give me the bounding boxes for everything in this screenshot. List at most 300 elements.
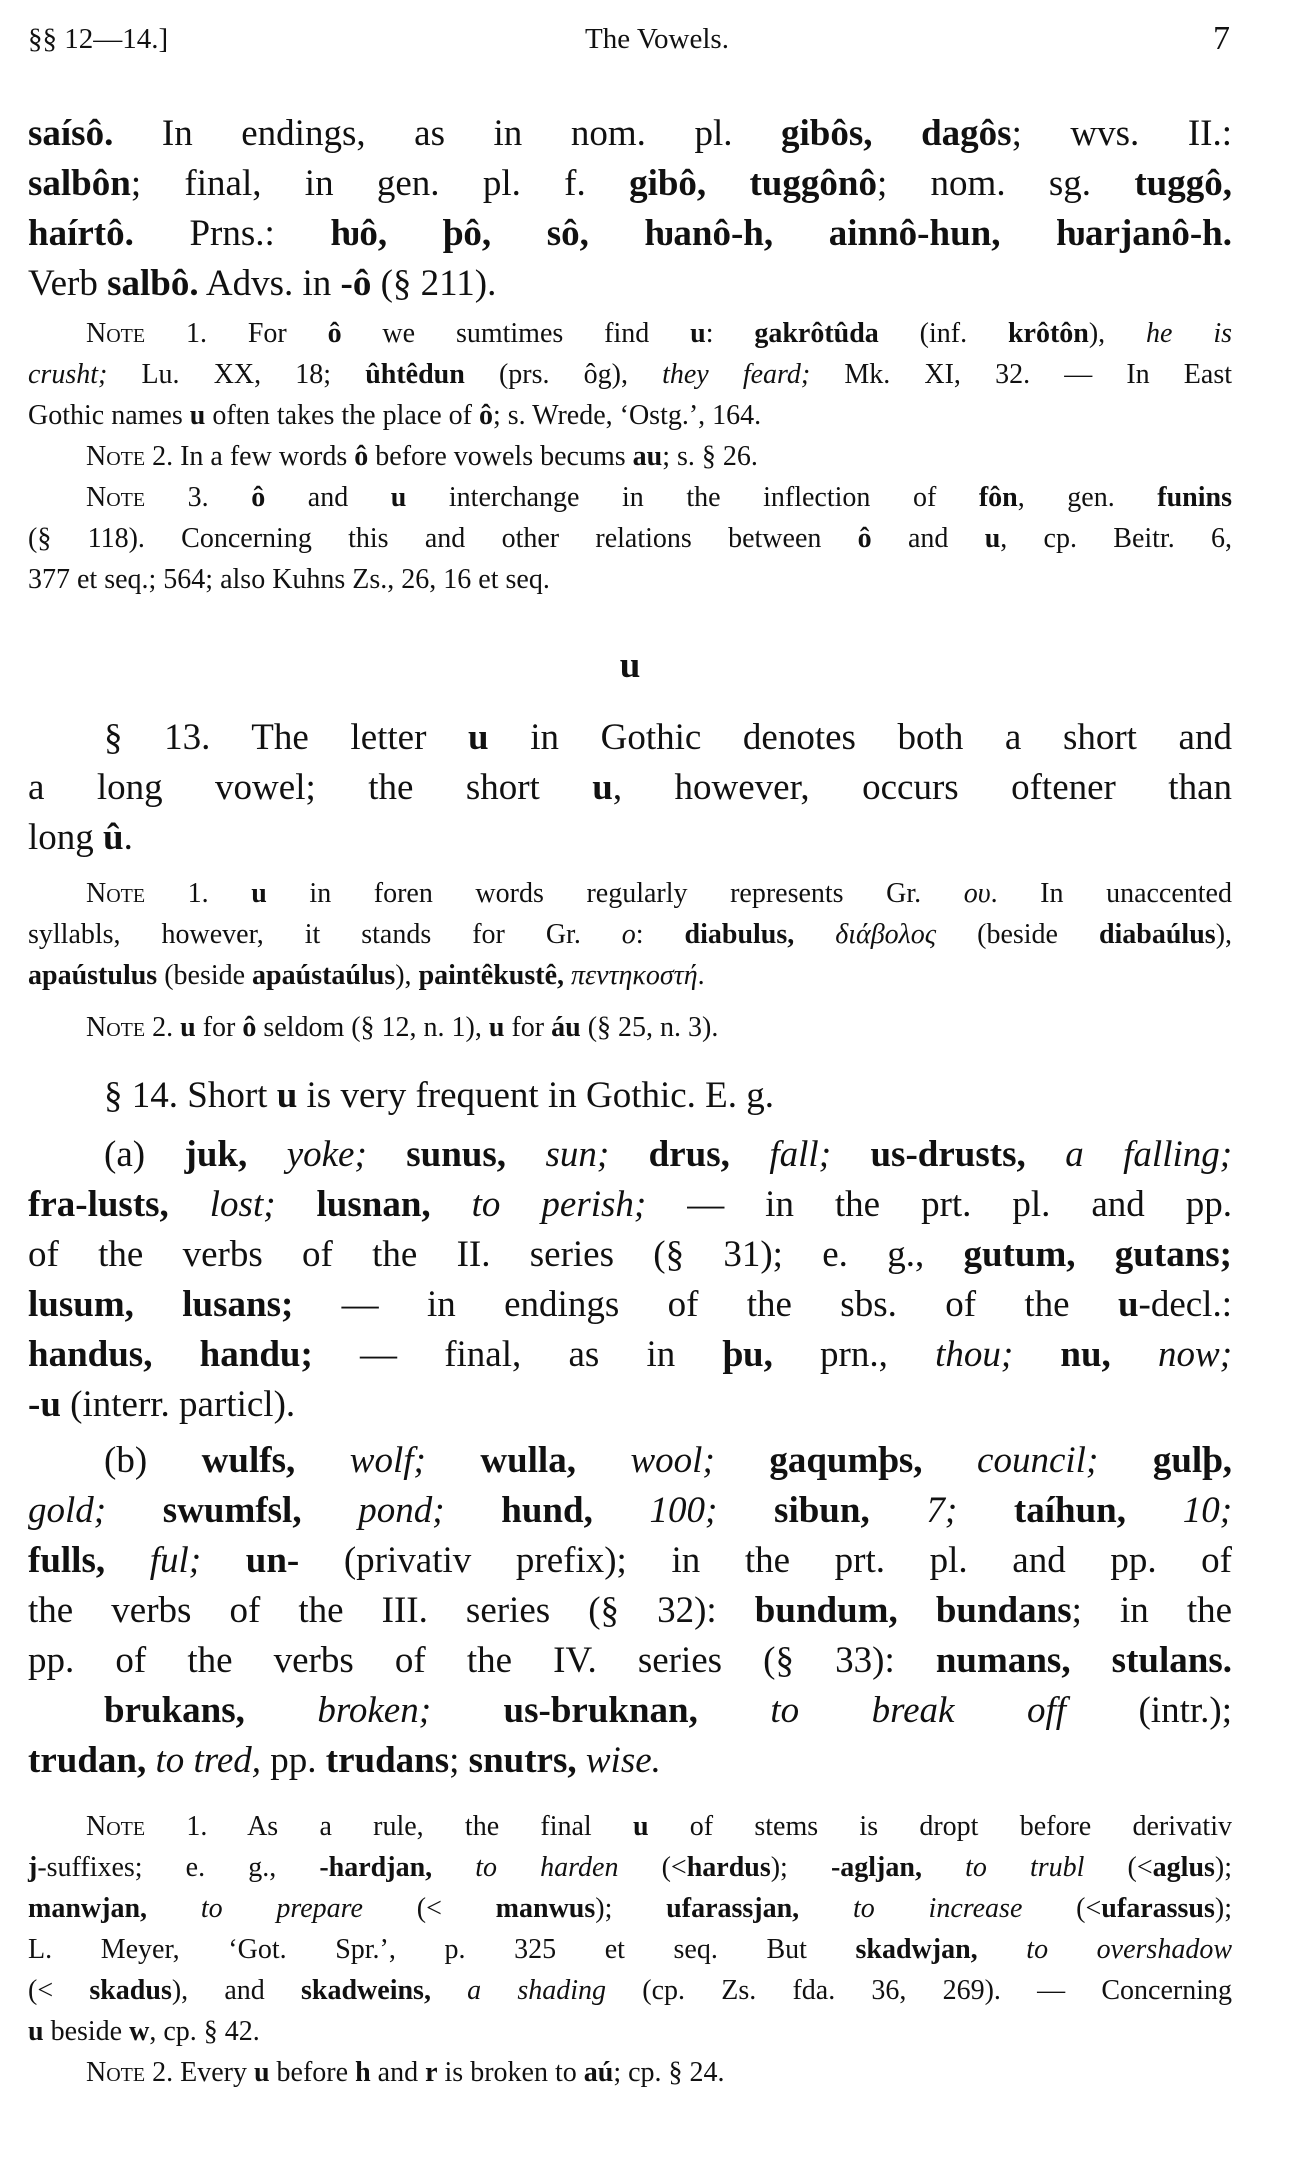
italic-gloss: to tred,	[155, 1740, 261, 1781]
text-run: we sumtimes find	[341, 318, 691, 349]
bold-term: tuggô,	[1134, 163, 1232, 204]
note-label: Note	[86, 2057, 146, 2088]
note-label: Note	[86, 1012, 146, 1043]
text-line	[28, 1380, 1232, 1430]
text-run	[302, 1490, 359, 1531]
bold-term: u	[251, 878, 267, 909]
italic-gloss: wool;	[630, 1440, 715, 1481]
text-run: of stems is dropt before derivativ	[648, 1811, 1232, 1842]
text-run: (<	[28, 1975, 90, 2006]
text-run: (interr. particl).	[60, 1384, 296, 1425]
running-head-section-range: §§ 12—14.]	[28, 23, 169, 55]
bold-term: lusum, lusans;	[28, 1284, 294, 1325]
text-run: ),	[1215, 919, 1233, 950]
text-run: Prns.:	[133, 213, 331, 254]
italic-gloss: wise.	[585, 1740, 661, 1781]
bold-term: gibôs, dagôs	[781, 113, 1012, 154]
text-line	[28, 354, 1232, 395]
text-run: In endings, as in nom. pl.	[113, 113, 782, 154]
bold-term: u	[1117, 1284, 1139, 1325]
bold-term: paintêkustê,	[418, 960, 565, 991]
bold-term: wulfs,	[201, 1440, 296, 1481]
italic-gloss: ful;	[149, 1540, 202, 1581]
italic-gloss: to overshadow	[1026, 1934, 1233, 1965]
bold-term: us-bruknan,	[503, 1690, 698, 1731]
bold-term: u	[632, 1811, 649, 1842]
text-run	[715, 1440, 770, 1481]
bold-term: sibun,	[774, 1490, 870, 1531]
paragraph-12-notes	[28, 313, 1232, 600]
text-run: § 13. The letter	[104, 717, 469, 758]
text-run: — final, as in	[312, 1334, 723, 1375]
bold-term: gulþ,	[1152, 1440, 1232, 1481]
italic-gloss: διάβολος	[835, 919, 937, 950]
bold-term: fra-lusts,	[28, 1184, 169, 1225]
text-run	[717, 1490, 774, 1531]
text-run: ), and	[171, 1975, 302, 2006]
text-line	[28, 1586, 1232, 1636]
bold-term: funins	[1157, 482, 1232, 513]
note-label: Note	[86, 878, 146, 909]
text-run: L. Meyer, ‘Got. Spr.’, p. 325 et seq. But	[28, 1934, 856, 1965]
text-line	[28, 1486, 1232, 1536]
text-run: ; in the	[1071, 1590, 1233, 1631]
page-number: 7	[1213, 20, 1230, 57]
bold-term: gutum, gutans;	[963, 1234, 1233, 1275]
italic-gloss: gold;	[28, 1490, 107, 1531]
bold-term: gaqumþs,	[769, 1440, 923, 1481]
italic-gloss: pond;	[358, 1490, 445, 1531]
text-line	[28, 1970, 1232, 2011]
bold-term: ƕô, þô, sô, ƕanô-h, ainnô-hun, ƕarjanô-h.	[330, 213, 1232, 254]
bold-term: ufarassus	[1101, 1893, 1215, 1924]
bold-term: áu	[551, 1012, 581, 1043]
text-run	[593, 1490, 650, 1531]
text-line	[28, 1071, 1232, 1121]
bold-term: w	[129, 2016, 150, 2047]
text-run: , gen.	[1017, 482, 1158, 513]
text-line	[28, 313, 1232, 354]
text-line	[28, 763, 1232, 813]
text-run: prn.,	[772, 1334, 936, 1375]
text-run: ;	[449, 1740, 469, 1781]
bold-term: trudan,	[28, 1740, 147, 1781]
text-run: ),	[1088, 318, 1147, 349]
text-run: 377 et seq.; 564; also Kuhns Zs., 26, 16 et seq.	[28, 564, 550, 595]
bold-term: apaústaúlus	[252, 960, 396, 991]
bold-term: lusnan,	[316, 1184, 431, 1225]
text-run	[445, 1490, 502, 1531]
bold-term: manwus	[495, 1893, 596, 1924]
italic-gloss: ο	[621, 919, 636, 950]
paragraph-14-b	[28, 1436, 1232, 1786]
bold-term: u	[592, 767, 613, 808]
bold-term: skadwjan,	[855, 1934, 978, 1965]
bold-term: ô	[478, 400, 493, 431]
text-run: (<	[1084, 1852, 1153, 1883]
text-run: in foren words regularly represents Gr.	[266, 878, 964, 909]
text-run: interchange in the inflection of	[406, 482, 979, 513]
text-run: Mk. XI, 32. — In East	[810, 359, 1232, 390]
text-run: beside	[43, 2016, 130, 2047]
italic-gloss: to perish;	[471, 1184, 647, 1225]
text-run: );	[770, 1852, 831, 1883]
text-run	[201, 1540, 246, 1581]
text-line	[28, 518, 1232, 559]
text-run: the verbs of the III. series (§ 32):	[28, 1590, 755, 1631]
text-run	[169, 1184, 210, 1225]
text-line	[28, 259, 1232, 309]
text-run: ),	[395, 960, 419, 991]
italic-gloss: 10;	[1182, 1490, 1233, 1531]
italic-gloss: he is	[1146, 318, 1233, 349]
bold-term: taíhun,	[1013, 1490, 1127, 1531]
italic-gloss: now;	[1158, 1334, 1233, 1375]
italic-gloss: thou;	[935, 1334, 1014, 1375]
text-line	[28, 1736, 1232, 1786]
text-line	[28, 955, 1232, 996]
italic-gloss: they feard;	[662, 359, 811, 390]
text-run	[106, 1490, 163, 1531]
text-run: long	[28, 817, 104, 858]
text-run	[923, 1440, 978, 1481]
italic-gloss: ου	[963, 878, 991, 909]
text-line	[28, 1230, 1232, 1280]
bold-term: salbôn	[28, 163, 131, 204]
bold-term: -u	[28, 1384, 61, 1425]
text-run: — in the prt. pl. and pp.	[646, 1184, 1233, 1225]
text-run: in Gothic denotes both a short and	[488, 717, 1232, 758]
text-run: ; wvs. II.:	[1011, 113, 1233, 154]
bold-term: u	[189, 400, 206, 431]
text-line	[28, 109, 1232, 159]
italic-gloss: crusht;	[28, 359, 108, 390]
bold-term: u	[28, 2016, 44, 2047]
note-label: Note	[86, 318, 146, 349]
text-run: 2.	[145, 1012, 181, 1043]
bold-term: swumfsl,	[162, 1490, 302, 1531]
bold-term: trudans	[325, 1740, 450, 1781]
paragraph-14	[28, 1071, 1232, 1121]
bold-term: diabaúlus	[1098, 919, 1216, 950]
text-run	[922, 1852, 965, 1883]
text-run: and	[370, 2057, 426, 2088]
text-run: );	[1214, 1893, 1232, 1924]
text-run: often takes the place of	[205, 400, 479, 431]
text-line	[28, 2052, 1232, 2093]
text-run: (<	[362, 1893, 496, 1924]
text-run	[831, 1134, 870, 1175]
italic-gloss: to break off	[770, 1690, 1067, 1731]
paragraph-13-note-2	[28, 1007, 1232, 1048]
bold-term: hardus	[686, 1852, 771, 1883]
note-label: Note	[86, 1811, 146, 1842]
bold-term: haírtô.	[28, 213, 134, 254]
text-run: (<	[1022, 1893, 1102, 1924]
text-line	[28, 1280, 1232, 1330]
text-run: Gothic names	[28, 400, 190, 431]
text-run	[245, 1690, 317, 1731]
bold-term: juk,	[184, 1134, 248, 1175]
bold-term: r	[425, 2057, 438, 2088]
text-run	[367, 1134, 406, 1175]
text-run: for	[195, 1012, 243, 1043]
italic-gloss: fall;	[769, 1134, 832, 1175]
italic-gloss: 100;	[649, 1490, 718, 1531]
text-run: (b)	[104, 1440, 202, 1481]
text-run	[247, 1134, 286, 1175]
text-run: (<	[618, 1852, 687, 1883]
text-run: ; nom. sg.	[876, 163, 1135, 204]
text-run: ; cp. § 24.	[613, 2057, 725, 2088]
italic-gloss: wolf;	[349, 1440, 426, 1481]
text-run: § 14. Short	[104, 1075, 277, 1116]
text-run: is broken to	[437, 2057, 584, 2088]
bold-term: u	[180, 1012, 196, 1043]
bold-term: numans, stulans.	[935, 1640, 1232, 1681]
bold-term: brukans,	[104, 1690, 245, 1731]
bold-term: saísô.	[28, 113, 114, 154]
text-run	[432, 1852, 475, 1883]
text-run: ; s. § 26.	[662, 441, 758, 472]
bold-term: ô	[857, 523, 872, 554]
italic-gloss: yoke;	[286, 1134, 367, 1175]
text-run: (beside	[157, 960, 253, 991]
text-run: (a)	[104, 1134, 185, 1175]
bold-term: -ô	[340, 263, 372, 304]
bold-term: ô	[327, 318, 342, 349]
text-run: -decl.:	[1138, 1284, 1232, 1325]
text-run: :	[635, 919, 685, 950]
bold-term: gibô, tuggônô	[629, 163, 877, 204]
text-run: (inf.	[878, 318, 1008, 349]
text-line	[28, 1806, 1232, 1847]
bold-term: fulls,	[28, 1540, 106, 1581]
bold-term: manwjan,	[28, 1893, 148, 1924]
italic-gloss: lost;	[209, 1184, 276, 1225]
italic-gloss: a shading	[467, 1975, 607, 2006]
text-run: pp. of the verbs of the IV. series (§ 33):	[28, 1640, 936, 1681]
text-run	[1098, 1440, 1153, 1481]
text-run	[105, 1540, 150, 1581]
text-line	[28, 1536, 1232, 1586]
text-run: of the verbs of the II. series (§ 31); e. g.,	[28, 1234, 964, 1275]
paragraph-12-continuation	[28, 109, 1232, 309]
text-run: );	[595, 1893, 667, 1924]
text-line	[28, 1330, 1232, 1380]
bold-term: ufarassjan,	[666, 1893, 800, 1924]
text-run: .	[123, 817, 133, 858]
bold-term: un-	[245, 1540, 300, 1581]
text-run	[870, 1490, 927, 1531]
text-run	[564, 960, 571, 991]
text-line	[28, 873, 1232, 914]
bold-term: handus, handu;	[28, 1334, 313, 1375]
bold-term: skadus	[89, 1975, 172, 2006]
text-run: Lu. XX, 18;	[107, 359, 366, 390]
bold-term: diabulus,	[684, 919, 795, 950]
text-run: (beside	[936, 919, 1099, 950]
text-line	[28, 813, 1232, 863]
text-run	[577, 1740, 586, 1781]
text-run: 2. In a few words	[145, 441, 355, 472]
text-line	[28, 559, 1232, 600]
text-line	[28, 914, 1232, 955]
text-run: before	[269, 2057, 356, 2088]
italic-gloss: to prepare	[200, 1893, 363, 1924]
paragraph-13-note-1	[28, 873, 1232, 996]
text-run	[698, 1690, 770, 1731]
bold-term: bundum, bundans	[754, 1590, 1072, 1631]
text-run: pp.	[261, 1740, 326, 1781]
bold-term: snutrs,	[468, 1740, 577, 1781]
paragraph-13	[28, 713, 1232, 863]
text-run	[1126, 1490, 1183, 1531]
text-line	[28, 1436, 1232, 1486]
bold-term: krôtôn	[1007, 318, 1089, 349]
text-run	[957, 1490, 1014, 1531]
text-run	[794, 919, 835, 950]
text-run	[431, 1975, 467, 2006]
bold-term: ô	[251, 482, 266, 513]
section-heading-u: u	[619, 645, 641, 686]
text-run: :	[705, 318, 755, 349]
bold-term: þu,	[722, 1334, 773, 1375]
text-run	[426, 1440, 481, 1481]
running-head-title: The Vowels.	[585, 23, 729, 55]
bold-term: wulla,	[480, 1440, 576, 1481]
text-run	[276, 1184, 317, 1225]
bold-term: drus,	[648, 1134, 730, 1175]
italic-gloss: sun;	[545, 1134, 610, 1175]
text-line	[28, 1130, 1232, 1180]
bold-term: aú	[583, 2057, 614, 2088]
italic-gloss: council;	[977, 1440, 1099, 1481]
text-run: a long vowel; the short	[28, 767, 593, 808]
paragraph-14-notes	[28, 1806, 1232, 2093]
italic-gloss: to increase	[852, 1893, 1023, 1924]
text-run: );	[1214, 1852, 1233, 1883]
text-run: (§ 211).	[371, 263, 497, 304]
bold-term: u	[984, 523, 1001, 554]
text-line	[28, 209, 1232, 259]
text-run: -suffixes; e. g.,	[37, 1852, 320, 1883]
text-line	[28, 1888, 1232, 1929]
text-run: ; s. Wrede, ‘Ostg.’, 164.	[492, 400, 762, 431]
italic-gloss: broken;	[317, 1690, 432, 1731]
paragraph-14-a	[28, 1130, 1232, 1430]
bold-term: sunus,	[406, 1134, 507, 1175]
text-run: before vowels becums	[368, 441, 633, 472]
text-run	[431, 1184, 472, 1225]
text-run	[1013, 1334, 1060, 1375]
italic-gloss: πεντηκοστή	[571, 960, 698, 991]
text-run	[609, 1134, 648, 1175]
bold-term: us-drusts,	[870, 1134, 1026, 1175]
text-run: for	[504, 1012, 552, 1043]
text-run	[1111, 1334, 1158, 1375]
text-run	[978, 1934, 1027, 1965]
text-run: 2. Every	[145, 2057, 254, 2088]
text-run: (intr.);	[1066, 1690, 1232, 1731]
text-run: 1. For	[145, 318, 328, 349]
text-line	[28, 436, 1232, 477]
bold-term: u	[253, 2057, 270, 2088]
text-run	[799, 1893, 853, 1924]
bold-term: au	[632, 441, 663, 472]
text-run: 3.	[145, 482, 252, 513]
text-run: , cp. § 42.	[149, 2016, 260, 2047]
text-run: and	[265, 482, 391, 513]
note-label: Note	[86, 482, 146, 513]
text-line	[28, 477, 1232, 518]
text-line	[28, 1007, 1232, 1048]
text-line	[28, 1847, 1232, 1888]
text-run: (§ 25, n. 3).	[580, 1012, 719, 1043]
text-run: .	[697, 960, 705, 991]
text-line	[28, 713, 1232, 763]
text-run: , cp. Beitr. 6,	[1000, 523, 1233, 554]
italic-gloss: 7;	[926, 1490, 958, 1531]
text-line	[28, 2011, 1232, 2052]
text-run: syllabls, however, it stands for Gr.	[28, 919, 622, 950]
text-run	[730, 1134, 769, 1175]
bold-term: hund,	[501, 1490, 593, 1531]
text-run	[506, 1134, 545, 1175]
text-run: 1.	[145, 878, 252, 909]
italic-gloss: to harden	[475, 1852, 619, 1883]
text-line	[28, 395, 1232, 436]
italic-gloss: a falling;	[1065, 1134, 1233, 1175]
bold-term: u	[690, 318, 706, 349]
text-run	[147, 1893, 201, 1924]
text-run: is very frequent in Gothic. E. g.	[297, 1075, 775, 1116]
bold-term: u	[468, 717, 489, 758]
bold-term: u	[488, 1012, 505, 1043]
text-run	[1026, 1134, 1065, 1175]
text-run: — in endings of the sbs. of the	[293, 1284, 1118, 1325]
text-line	[28, 1180, 1232, 1230]
text-run: (§ 118). Concerning this and other relations between	[28, 523, 858, 554]
bold-term: ô	[242, 1012, 257, 1043]
text-line	[28, 159, 1232, 209]
bold-term: gakrôtûda	[754, 318, 879, 349]
text-run: and	[871, 523, 985, 554]
bold-term: apaústulus	[28, 960, 158, 991]
text-run: ; final, in gen. pl. f.	[130, 163, 630, 204]
bold-term: nu,	[1060, 1334, 1111, 1375]
bold-term: fôn	[978, 482, 1018, 513]
bold-term: aglus	[1152, 1852, 1215, 1883]
text-run	[576, 1440, 631, 1481]
bold-term: h	[355, 2057, 371, 2088]
text-run	[295, 1440, 350, 1481]
text-run	[431, 1690, 503, 1731]
bold-term: skadweins,	[301, 1975, 431, 2006]
text-line	[28, 1686, 1232, 1736]
bold-term: -hardjan,	[319, 1852, 433, 1883]
note-label: Note	[86, 441, 146, 472]
text-run: 1. As a rule, the final	[145, 1811, 633, 1842]
text-run: Verb	[28, 263, 108, 304]
text-run: (cp. Zs. fda. 36, 269). — Concerning	[606, 1975, 1232, 2006]
text-run: (prs. ôg),	[464, 359, 663, 390]
bold-term: u	[276, 1075, 298, 1116]
bold-term: ûhtêdun	[365, 359, 465, 390]
text-run: . In unaccented	[990, 878, 1232, 909]
bold-term: salbô.	[107, 263, 199, 304]
text-run: seldom (§ 12, n. 1),	[256, 1012, 489, 1043]
